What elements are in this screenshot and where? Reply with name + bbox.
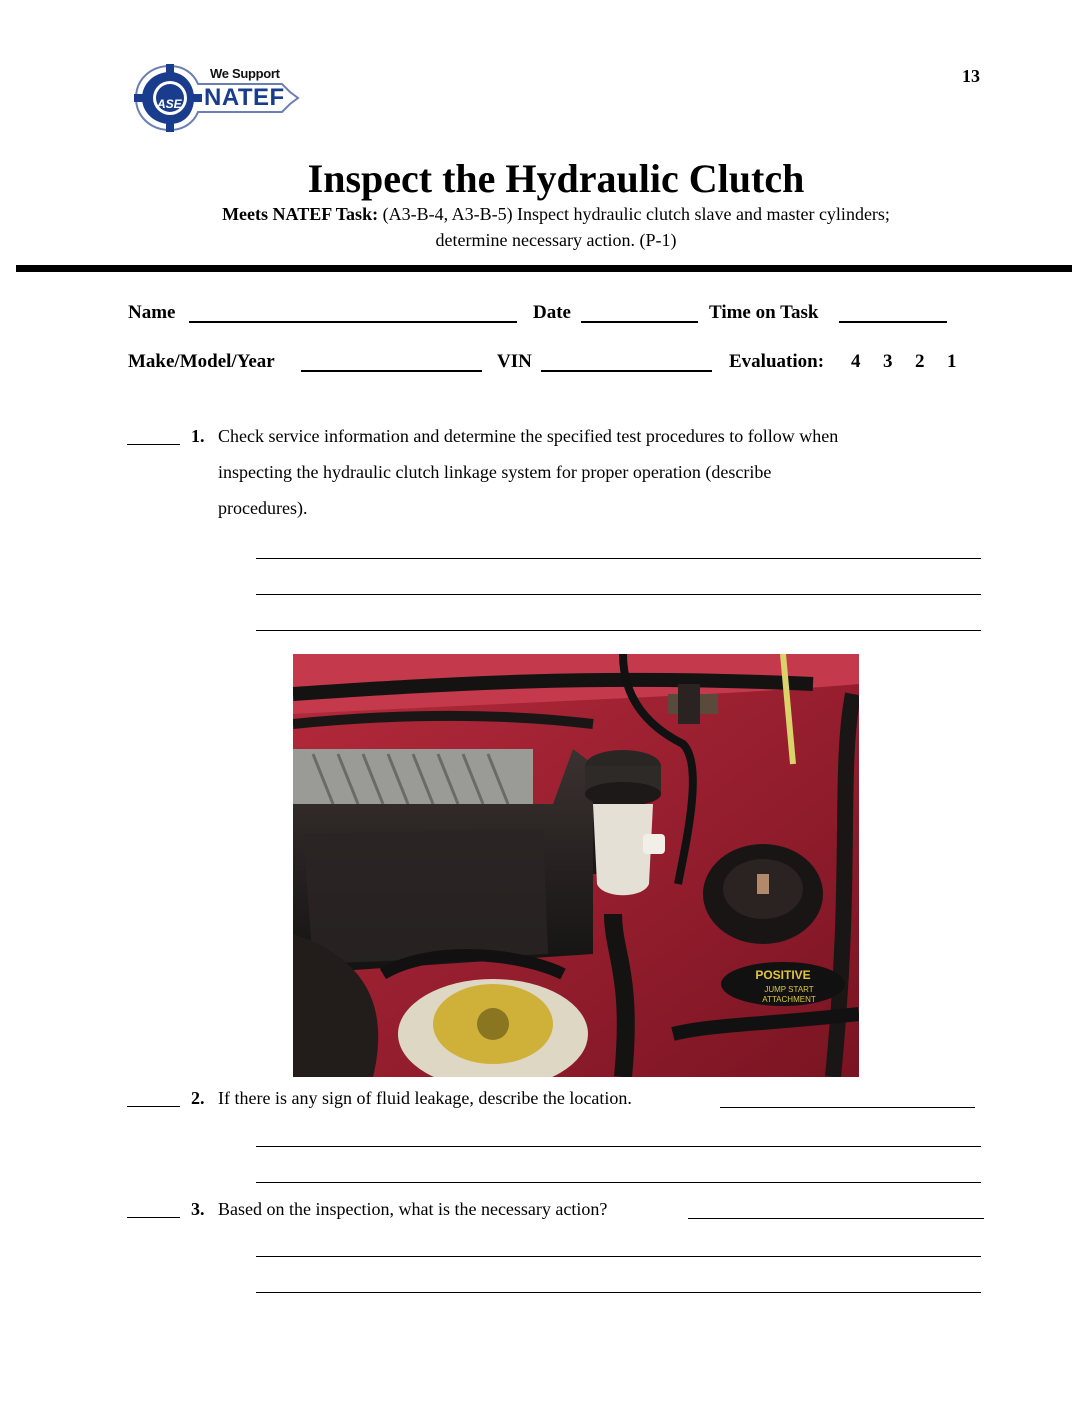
item-1-line-3: procedures). (218, 498, 308, 518)
item-1-check-blank[interactable] (127, 444, 180, 445)
sticker-text-2: JUMP START (764, 985, 814, 994)
item-1-line-1: Check service information and determine the specified test procedures to follow when (218, 426, 839, 446)
item-2-text: If there is any sign of fluid leakage, describe the location. (218, 1088, 632, 1108)
item-2-answer-line-1[interactable] (256, 1146, 981, 1147)
engine-bay-photo (293, 654, 859, 1077)
make-model-year-field[interactable] (301, 370, 482, 372)
item-1-text (218, 418, 978, 526)
sticker-text-1: POSITIVE (755, 968, 811, 982)
item-1-answer-line-1[interactable] (256, 558, 981, 559)
evaluation-score-1[interactable]: 1 (947, 351, 957, 372)
task-line-1 (0, 204, 1088, 225)
item-1-answer-line-3[interactable] (256, 630, 981, 631)
item-3-text: Based on the inspection, what is the necessary action? (218, 1199, 608, 1219)
page-number: 13 (962, 66, 980, 86)
item-3-check-blank[interactable] (127, 1217, 180, 1218)
task-label: Meets NATEF Task: (222, 204, 379, 224)
date-label: Date (533, 302, 571, 323)
item-3-inline-answer[interactable] (688, 1218, 984, 1219)
clutch-reservoir-photo-image (293, 654, 859, 1077)
sticker-text-3: ATTACHMENT (762, 995, 816, 1004)
logo-tagline: We Support (210, 66, 280, 81)
name-field[interactable] (189, 321, 517, 323)
evaluation-score-2[interactable]: 2 (915, 351, 925, 372)
evaluation-score-3[interactable]: 3 (883, 351, 893, 372)
page-title: Inspect the Hydraulic Clutch (307, 156, 805, 201)
item-1-number: 1. (191, 426, 205, 446)
name-label: Name (128, 302, 176, 323)
item-2-check-blank[interactable] (127, 1106, 180, 1107)
vin-field[interactable] (541, 370, 712, 372)
logo-natef-text: NATEF (204, 84, 285, 111)
item-2-number: 2. (191, 1088, 205, 1108)
time-on-task-label: Time on Task (709, 302, 819, 323)
item-3-answer-line-1[interactable] (256, 1256, 981, 1257)
evaluation-label: Evaluation: (729, 351, 825, 372)
evaluation-score-4[interactable]: 4 (851, 351, 861, 372)
task-text-1: (A3-B-4, A3-B-5) Inspect hydraulic clutch slave and master cylinders; (378, 204, 890, 224)
natef-logo (132, 62, 302, 134)
date-field[interactable] (581, 321, 698, 323)
item-2-inline-answer[interactable] (720, 1107, 975, 1108)
item-1-answer-line-2[interactable] (256, 594, 981, 595)
time-on-task-field[interactable] (839, 321, 947, 323)
item-2-answer-line-2[interactable] (256, 1182, 981, 1183)
item-3-number: 3. (191, 1199, 205, 1219)
header-divider (16, 265, 1072, 272)
logo-ase-text: ASE (157, 97, 182, 111)
task-line-2: determine necessary action. (P-1) (435, 230, 677, 250)
vin-label: VIN (497, 351, 532, 372)
make-model-year-label: Make/Model/Year (128, 351, 275, 372)
item-1-line-2: inspecting the hydraulic clutch linkage system for proper operation (describe (218, 462, 772, 482)
item-3-answer-line-2[interactable] (256, 1292, 981, 1293)
